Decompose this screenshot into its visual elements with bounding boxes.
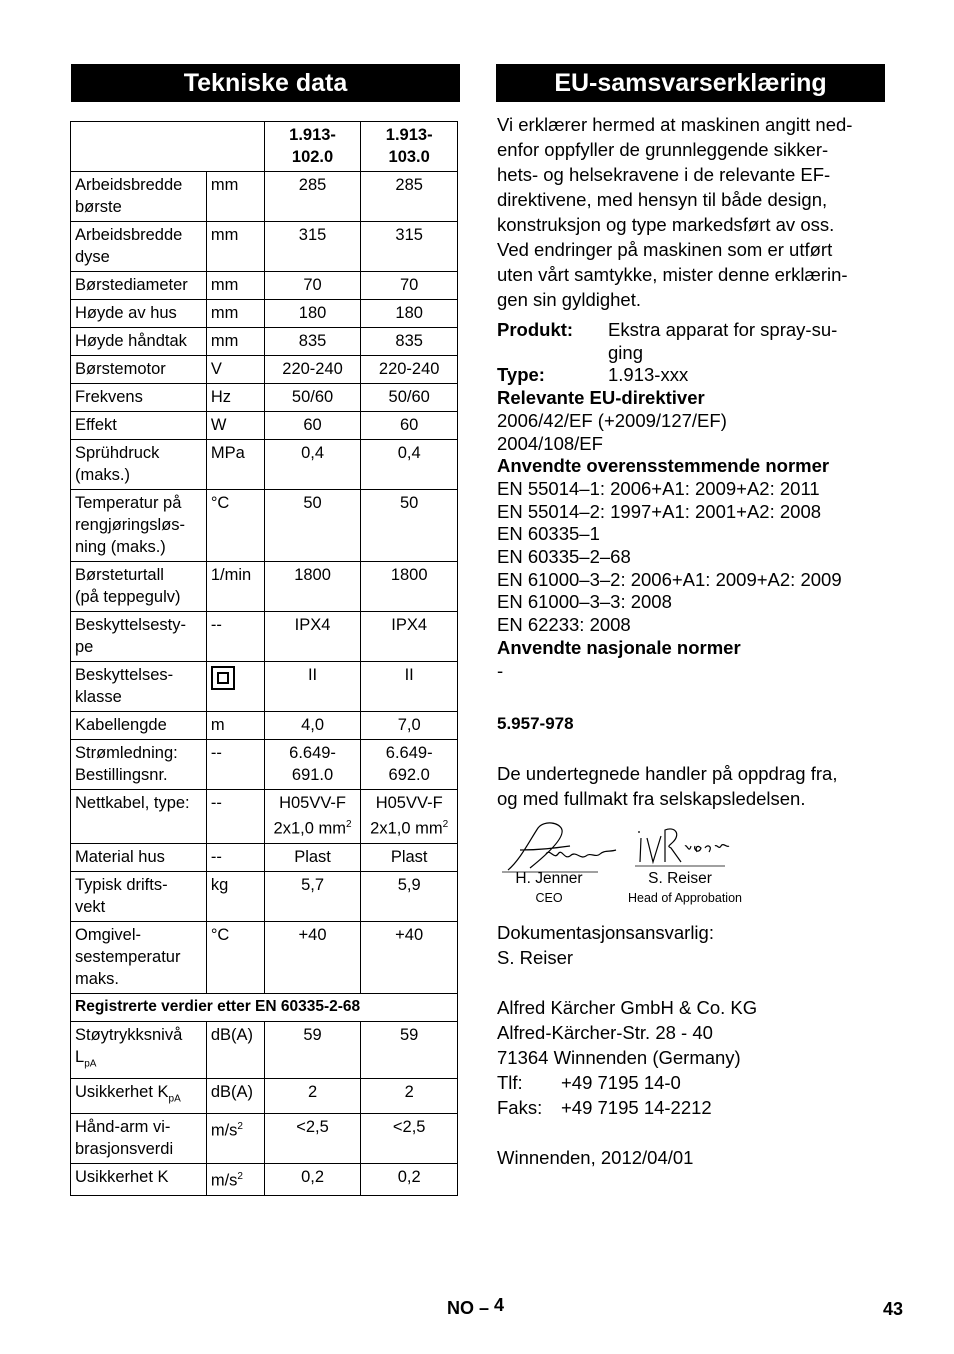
row-value-1: 59 xyxy=(264,1021,361,1078)
row-value-2: 835 xyxy=(361,328,458,356)
row-value-1: 285 xyxy=(264,172,361,222)
cable-type-value: H05VV-F 2x1,0 mm xyxy=(370,794,443,838)
row-value-2: 2 xyxy=(361,1078,458,1113)
product-value: Ekstra apparat for spray-su- ging xyxy=(608,319,838,363)
row-label: Arbeidsbredde børste xyxy=(71,172,207,222)
row-value-2: 220-240 xyxy=(361,356,458,384)
row-unit xyxy=(206,1164,264,1196)
measured-values-heading: Registrerte verdier etter EN 60335-2-68 xyxy=(71,993,458,1021)
unit-text: m/s xyxy=(210,1171,238,1190)
row-value-2: 60 xyxy=(361,412,458,440)
row-unit xyxy=(206,1078,264,1113)
label-text: Usikkerhet K xyxy=(75,1082,169,1101)
signature-reiser xyxy=(635,824,730,870)
table-row xyxy=(71,1164,458,1196)
table-row xyxy=(71,562,458,612)
label-text: Støytrykksnivå L xyxy=(75,1025,183,1066)
national-norms-heading: Anvendte nasjonale normer xyxy=(497,636,741,658)
row-label: Material hus xyxy=(71,843,207,871)
section-row xyxy=(71,993,458,1021)
page-number: 43 xyxy=(883,1299,904,1319)
row-value-2: Plast xyxy=(361,843,458,871)
row-value-1: 220-240 xyxy=(264,356,361,384)
product-label: Produkt: xyxy=(497,319,574,340)
row-value-2: 50/60 xyxy=(361,384,458,412)
row-label: Frekvens xyxy=(71,384,207,412)
header-empty-cell xyxy=(71,122,265,172)
row-label xyxy=(71,1078,207,1113)
table-row xyxy=(71,740,458,790)
row-value-1: 50/60 xyxy=(264,384,361,412)
superscript-2: 2 xyxy=(442,819,449,830)
document-number: 5.957-978 xyxy=(497,714,574,733)
row-value-2 xyxy=(361,790,458,844)
documentation-responsible: Dokumentasjonsansvarlig: S. Reiser xyxy=(497,922,714,968)
row-unit: mm xyxy=(206,172,264,222)
row-label: Høyde av hus xyxy=(71,300,207,328)
table-row xyxy=(71,440,458,490)
row-value-1: 50 xyxy=(264,490,361,562)
tech-data-table xyxy=(70,121,458,1196)
row-value-2: 5,9 xyxy=(361,871,458,921)
protection-class-ii-icon xyxy=(211,666,235,690)
row-value-2: 180 xyxy=(361,300,458,328)
signer1-name: H. Jenner xyxy=(515,870,583,887)
table-row xyxy=(71,871,458,921)
company-address xyxy=(497,995,889,1120)
row-value-2: 0,4 xyxy=(361,440,458,490)
fax-label: Faks: xyxy=(497,1097,543,1118)
row-value-1: 835 xyxy=(264,328,361,356)
row-value-1 xyxy=(264,790,361,844)
table-row xyxy=(71,790,458,844)
signer2-role: Head of Approbation xyxy=(628,891,742,905)
footer-language: NO – 4 xyxy=(447,1295,505,1318)
eu-declaration-heading: EU-samsvarserklæring xyxy=(496,64,885,102)
row-value-1: Plast xyxy=(264,843,361,871)
row-value-1: 6.649- 691.0 xyxy=(264,740,361,790)
tech-data-heading: Tekniske data xyxy=(71,64,460,102)
cable-type-value: H05VV-F 2x1,0 mm xyxy=(273,794,347,838)
row-label: Beskyttelses- klasse xyxy=(71,662,207,712)
label-text: Usikkerhet K xyxy=(75,1168,169,1187)
table-row xyxy=(71,412,458,440)
declaration-intro: Vi erklærer hermed at maskinen angitt ned- enfor oppfyller de grunnleggende sikker- hets- og helsekravene i de relevante EF- direktivene, med hensyn til både design, konstruksjon og type markedsført av oss. Ved endringer på maskinen som er utført uten vårt samtykke, mister denne erklærin- gen sin gyldighet. xyxy=(497,114,853,310)
unit-text: dB(A) xyxy=(210,1025,254,1044)
row-label: Sprühdruck (maks.) xyxy=(71,440,207,490)
header-model-1: 1.913- 102.0 xyxy=(264,122,361,172)
row-unit: mm xyxy=(206,272,264,300)
row-label: Høyde håndtak xyxy=(71,328,207,356)
row-value-1: 60 xyxy=(264,412,361,440)
table-row xyxy=(71,272,458,300)
table-row xyxy=(71,356,458,384)
row-label: Omgivel- sestemperatur maks. xyxy=(71,921,207,993)
row-unit: V xyxy=(206,356,264,384)
row-label: Effekt xyxy=(71,412,207,440)
row-label: Børsteturtall (på teppegulv) xyxy=(71,562,207,612)
row-value-1: 70 xyxy=(264,272,361,300)
row-label: Arbeidsbredde dyse xyxy=(71,222,207,272)
row-label: Typisk drifts- vekt xyxy=(71,871,207,921)
signers-statement: De undertegnede handler på oppdrag fra, og med fullmakt fra selskapsledelsen. xyxy=(497,763,838,809)
row-value-2: 6.649- 692.0 xyxy=(361,740,458,790)
row-value-2: <2,5 xyxy=(361,1114,458,1164)
row-unit: W xyxy=(206,412,264,440)
row-label: Strømledning: Bestillingsnr. xyxy=(71,740,207,790)
row-value-1: 0,2 xyxy=(264,1164,361,1196)
signer2-name: S. Reiser xyxy=(648,870,712,887)
row-value-2: 315 xyxy=(361,222,458,272)
row-unit: -- xyxy=(206,843,264,871)
row-label: Børstemotor xyxy=(71,356,207,384)
row-unit: kg xyxy=(206,871,264,921)
company-name-address: Alfred Kärcher GmbH & Co. KG Alfred-Kärcher-Str. 28 - 40 71364 Winnenden (Germany) xyxy=(497,997,758,1068)
unit-text: m/s xyxy=(210,1121,238,1140)
norms-heading: Anvendte overensstemmende normer xyxy=(497,455,830,477)
phone-value: +49 7195 14-0 xyxy=(561,1072,681,1093)
footer-sheet-number: 4 xyxy=(494,1295,505,1315)
unit-superscript: 2 xyxy=(237,1121,243,1133)
row-label xyxy=(71,1114,207,1164)
type-label: Type: xyxy=(497,364,545,386)
table-row xyxy=(71,1078,458,1113)
row-unit: Hz xyxy=(206,384,264,412)
label-subscript: pA xyxy=(168,1093,181,1105)
row-value-1: 180 xyxy=(264,300,361,328)
table-row xyxy=(71,384,458,412)
directives-heading: Relevante EU-direktiver xyxy=(497,387,705,409)
table-row xyxy=(71,843,458,871)
table-row xyxy=(71,662,458,712)
row-unit: 1/min xyxy=(206,562,264,612)
row-value-2: IPX4 xyxy=(361,612,458,662)
row-unit xyxy=(206,1114,264,1164)
label-subscript: pA xyxy=(84,1057,97,1069)
header-model-2: 1.913- 103.0 xyxy=(361,122,458,172)
phone-label: Tlf: xyxy=(497,1072,523,1093)
table-row xyxy=(71,612,458,662)
row-value-1: 5,7 xyxy=(264,871,361,921)
directives-list: 2006/42/EF (+2009/127/EF) 2004/108/EF xyxy=(497,409,727,454)
table-row xyxy=(71,490,458,562)
table-row xyxy=(71,1021,458,1078)
row-value-1: 2 xyxy=(264,1078,361,1113)
fax-value: +49 7195 14-2212 xyxy=(561,1097,712,1118)
row-value-2: +40 xyxy=(361,921,458,993)
row-unit: °C xyxy=(206,490,264,562)
table-row xyxy=(71,222,458,272)
row-value-2: 50 xyxy=(361,490,458,562)
row-unit: -- xyxy=(206,612,264,662)
norms-list: EN 55014–1: 2006+A1: 2009+A2: 2011 EN 55014–2: 1997+A1: 2001+A2: 2008 EN 60335–1 EN 60335–2–68 EN 61000–3–2: 2006+A1: 2009+A2: 2009 EN 61000–3–3: 2008 EN 62233: 2008 xyxy=(497,477,842,636)
row-unit: mm xyxy=(206,300,264,328)
row-label xyxy=(71,1164,207,1196)
row-value-2: 59 xyxy=(361,1021,458,1078)
row-unit: mm xyxy=(206,222,264,272)
row-label: Temperatur på rengjøringsløs- ning (maks.) xyxy=(71,490,207,562)
row-unit: -- xyxy=(206,790,264,844)
row-unit: MPa xyxy=(206,440,264,490)
row-value-2: 7,0 xyxy=(361,712,458,740)
table-row xyxy=(71,1114,458,1164)
row-label: Børstediameter xyxy=(71,272,207,300)
row-value-2: II xyxy=(361,662,458,712)
row-value-1: II xyxy=(264,662,361,712)
row-label: Nettkabel, type: xyxy=(71,790,207,844)
row-unit: m xyxy=(206,712,264,740)
row-value-1: <2,5 xyxy=(264,1114,361,1164)
row-unit: mm xyxy=(206,328,264,356)
table-row xyxy=(71,172,458,222)
type-value: 1.913-xxx xyxy=(608,364,689,386)
row-value-1: 0,4 xyxy=(264,440,361,490)
row-label: Kabellengde xyxy=(71,712,207,740)
signer1-role: CEO xyxy=(535,891,563,905)
row-value-1: IPX4 xyxy=(264,612,361,662)
row-value-2: 0,2 xyxy=(361,1164,458,1196)
unit-superscript: 2 xyxy=(237,1171,243,1183)
label-text: Hånd-arm vi- brasjonsverdi xyxy=(75,1118,174,1159)
row-label xyxy=(71,1021,207,1078)
place-date: Winnenden, 2012/04/01 xyxy=(497,1147,694,1168)
row-label: Beskyttelsesty- pe xyxy=(71,612,207,662)
table-row xyxy=(71,712,458,740)
row-value-2: 285 xyxy=(361,172,458,222)
row-value-1: 315 xyxy=(264,222,361,272)
table-row xyxy=(71,921,458,993)
unit-text: dB(A) xyxy=(210,1082,254,1101)
superscript-2: 2 xyxy=(345,819,352,830)
declaration-details xyxy=(497,319,889,682)
protection-class-symbol-cell xyxy=(206,662,264,712)
table-header-row xyxy=(71,122,458,172)
row-unit xyxy=(206,1021,264,1078)
national-norms-value: - xyxy=(497,659,504,681)
table-row xyxy=(71,300,458,328)
row-value-2: 1800 xyxy=(361,562,458,612)
table-row xyxy=(71,328,458,356)
row-value-1: 4,0 xyxy=(264,712,361,740)
row-value-1: 1800 xyxy=(264,562,361,612)
row-unit: °C xyxy=(206,921,264,993)
row-value-1: +40 xyxy=(264,921,361,993)
row-value-2: 70 xyxy=(361,272,458,300)
row-unit: -- xyxy=(206,740,264,790)
